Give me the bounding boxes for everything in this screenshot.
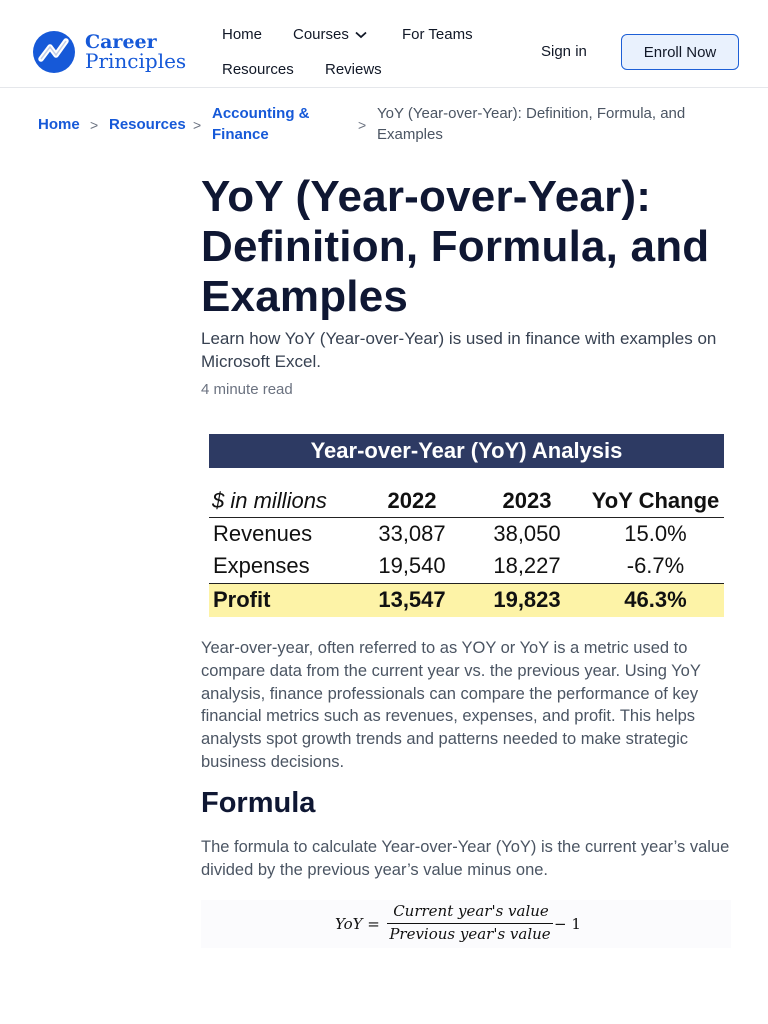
yoy-header-cell: 2022 (357, 485, 467, 517)
table-cell: Revenues (213, 520, 313, 546)
yoy-header-cell: 2023 (467, 485, 587, 517)
table-cell: 46.3% (587, 583, 724, 617)
table-row-total (209, 583, 724, 617)
nav-resources[interactable]: Resources (222, 61, 294, 78)
brand-logo[interactable] (32, 30, 186, 74)
nav-home[interactable]: Home (222, 26, 263, 43)
enroll-now-button[interactable]: Enroll Now (621, 34, 739, 70)
nav-reviews[interactable]: Reviews (325, 61, 382, 78)
table-row (209, 550, 724, 583)
table-cell: 13,547 (357, 583, 467, 617)
formula-heading: Formula (201, 787, 316, 819)
breadcrumb-resources[interactable]: Resources (109, 116, 186, 133)
yoy-table-title: Year-over-Year (YoY) Analysis (209, 434, 724, 468)
breadcrumb-separator: > (358, 117, 367, 133)
career-principles-logo-icon (32, 30, 76, 74)
table-cell: 15.0% (624, 520, 687, 546)
page-title: YoY (Year-over-Year): Definition, Formula, and Examples (201, 172, 710, 321)
formula-numerator: Current year's value (393, 902, 549, 920)
table-cell: Profit (209, 583, 357, 617)
table-cell: 33,087 (378, 520, 446, 546)
breadcrumb-home[interactable]: Home (38, 116, 80, 133)
nav-for-teams[interactable]: For Teams (402, 26, 473, 43)
breadcrumb-accounting-finance[interactable]: Accounting & Finance (212, 105, 310, 143)
breadcrumb-current: YoY (Year-over-Year): Definition, Formula, and Examples (377, 105, 686, 143)
formula-image (201, 900, 731, 948)
formula-description: The formula to calculate Year-over-Year (YoY) is the current year’s value divided by the previous year’s value minus one. (201, 838, 730, 879)
page-subtitle: Learn how YoY (Year-over-Year) is used in finance with examples on Microsoft Excel. (201, 329, 717, 371)
table-cell: -6.7% (626, 553, 685, 579)
formula-denominator: Previous year's value (389, 925, 551, 943)
yoy-header-cell: YoY Change (587, 485, 724, 517)
read-time: 4 minute read (201, 381, 293, 398)
table-cell: 19,823 (467, 583, 587, 617)
sign-in-link[interactable]: Sign in (541, 43, 587, 60)
table-row (209, 517, 724, 550)
breadcrumb-separator: > (90, 117, 99, 133)
table-cell: 38,050 (493, 520, 561, 546)
yoy-header-cell: $ in millions (209, 485, 357, 517)
nav-courses[interactable] (293, 26, 367, 43)
table-cell: 19,540 (378, 553, 446, 579)
formula-fraction-bar (387, 923, 553, 924)
table-cell: 18,227 (493, 553, 561, 579)
brand-line-2: Principles (85, 49, 187, 73)
chevron-down-icon (355, 31, 367, 39)
intro-paragraph: Year-over-year, often referred to as YOY or YoY is a metric used to compare data from the current year vs. the previous year. Using YoY analysis, finance professionals can compare the performance of key financial metrics such as revenues, expenses, and profit. This helps analysts spot growth trends and patterns needed to make strategic business decisions. (201, 639, 701, 771)
brand-line-1: Career (85, 31, 157, 53)
breadcrumb-separator: > (193, 117, 202, 133)
table-cell: Expenses (213, 553, 310, 579)
yoy-table-header-row (209, 485, 724, 517)
nav-courses-label: Courses (293, 26, 349, 43)
formula-lhs: YoY = (335, 915, 380, 933)
yoy-table (209, 485, 724, 617)
site-header (0, 0, 768, 88)
formula-minus-one: − 1 (554, 915, 581, 933)
yoy-analysis-table-image (209, 434, 724, 620)
brand-name (85, 32, 186, 72)
